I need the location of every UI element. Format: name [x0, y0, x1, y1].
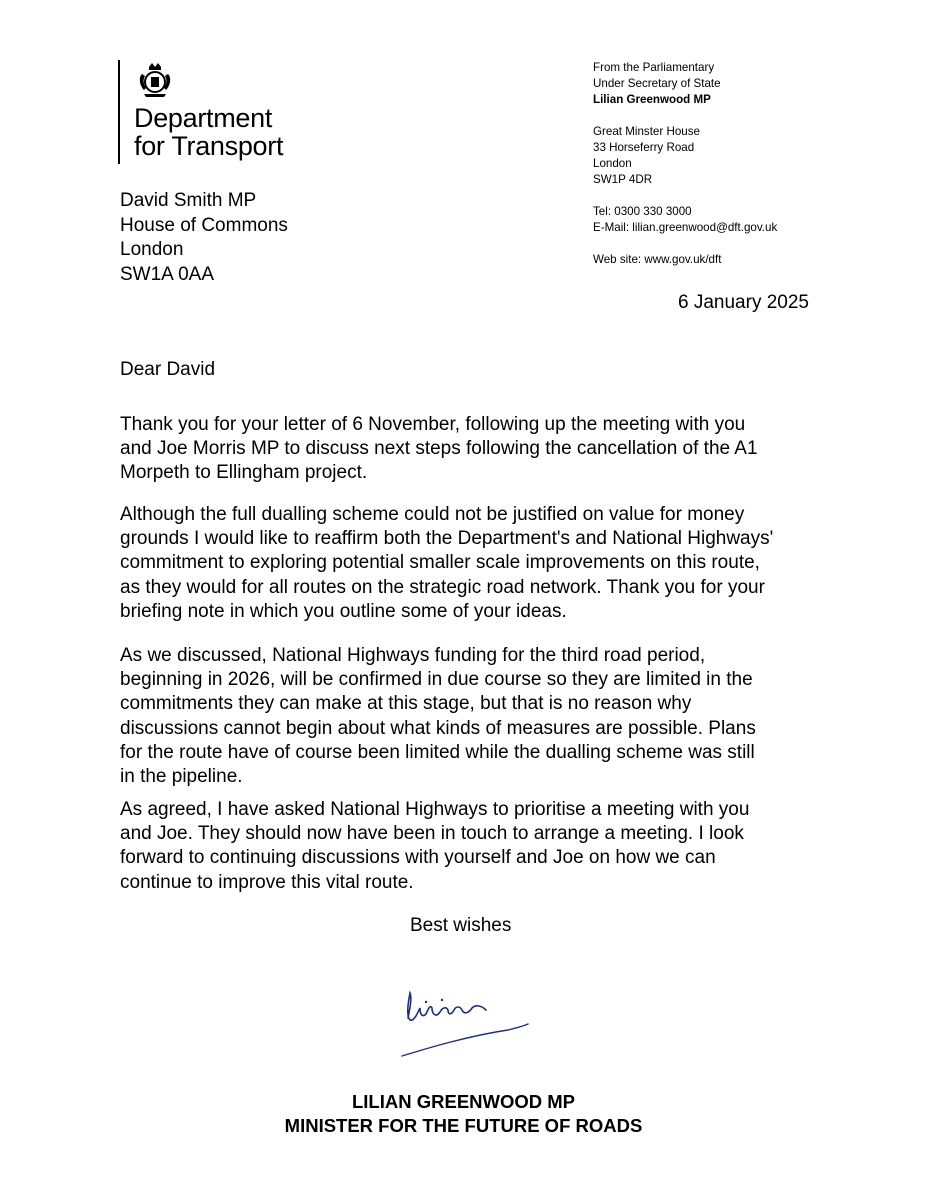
paragraph-line: continue to improve this vital route. — [120, 871, 414, 893]
sender-from-line1: From the Parliamentary — [593, 61, 715, 74]
sender-postcode: SW1P 4DR — [593, 173, 653, 186]
logo-rule — [118, 60, 120, 164]
paragraph-line: Morpeth to Ellingham project. — [120, 462, 368, 484]
department-name-line2: for Transport — [134, 131, 284, 161]
recipient-line: SW1A 0AA — [120, 263, 214, 285]
sender-website: Web site: www.gov.uk/dft — [593, 253, 722, 266]
signatory-title: MINISTER FOR THE FUTURE OF ROADS — [284, 1115, 643, 1136]
recipient-line: David Smith MP — [120, 190, 257, 211]
department-logo — [118, 58, 318, 168]
sender-address-line3: London — [593, 157, 632, 170]
handwritten-signature — [398, 978, 533, 1063]
body-paragraph — [120, 413, 820, 486]
paragraph-line: for the route have of course been limited while the dualling scheme was still — [120, 741, 755, 763]
paragraph-line: and Joe. They should now have been in touch to arrange a meeting. I look — [120, 823, 744, 845]
paragraph-line: commitment to exploring potential smaller scale improvements on this route, — [120, 552, 760, 574]
royal-crest-icon — [134, 58, 176, 100]
recipient-address — [120, 189, 288, 287]
sender-block — [593, 60, 913, 268]
sender-address-line1: Great Minster House — [593, 125, 700, 138]
signatory-name: LILIAN GREENWOOD MP — [351, 1091, 576, 1112]
paragraph-line: grounds I would like to reaffirm both the Department's and National Highways' — [120, 528, 774, 550]
recipient-line: House of Commons — [120, 214, 288, 236]
sender-from-line2: Under Secretary of State — [593, 77, 721, 90]
salutation: Dear David — [120, 359, 216, 380]
paragraph-line: As agreed, I have asked National Highways to prioritise a meeting with you — [120, 799, 750, 820]
paragraph-line: discussions cannot begin about what kinds of measures are possible. Plans — [120, 717, 756, 739]
paragraph-line: as they would for all routes on the strategic road network. Thank you for your — [120, 576, 765, 598]
paragraph-line: Thank you for your letter of 6 November, following up the meeting with you — [120, 414, 746, 435]
paragraph-line: and Joe Morris MP to discuss next steps following the cancellation of the A1 — [120, 438, 758, 460]
body-paragraph — [120, 798, 820, 895]
recipient-line: London — [120, 239, 184, 260]
sender-email: E-Mail: lilian.greenwood@dft.gov.uk — [593, 221, 778, 234]
signoff: Best wishes — [410, 915, 512, 936]
paragraph-line: beginning in 2026, will be confirmed in due course so they are limited in the — [120, 669, 753, 691]
sender-telephone: Tel: 0300 330 3000 — [593, 205, 692, 218]
body-paragraph — [120, 644, 820, 789]
paragraph-line: Although the full dualling scheme could not be justified on value for money — [120, 504, 745, 525]
department-name — [134, 104, 283, 160]
paragraph-line: briefing note in which you outline some of your ideas. — [120, 600, 567, 622]
paragraph-line: As we discussed, National Highways funding for the third road period, — [120, 645, 706, 666]
paragraph-line: commitments they can make at this stage, but that is no reason why — [120, 693, 692, 715]
body-paragraph — [120, 503, 820, 624]
sender-name: Lilian Greenwood MP — [593, 93, 711, 106]
sender-address-line2: 33 Horseferry Road — [593, 141, 695, 154]
paragraph-line: forward to continuing discussions with yourself and Joe on how we can — [120, 847, 716, 869]
letter-date: 6 January 2025 — [678, 292, 809, 313]
department-name-line1: Department — [134, 103, 273, 133]
paragraph-line: in the pipeline. — [120, 766, 243, 788]
